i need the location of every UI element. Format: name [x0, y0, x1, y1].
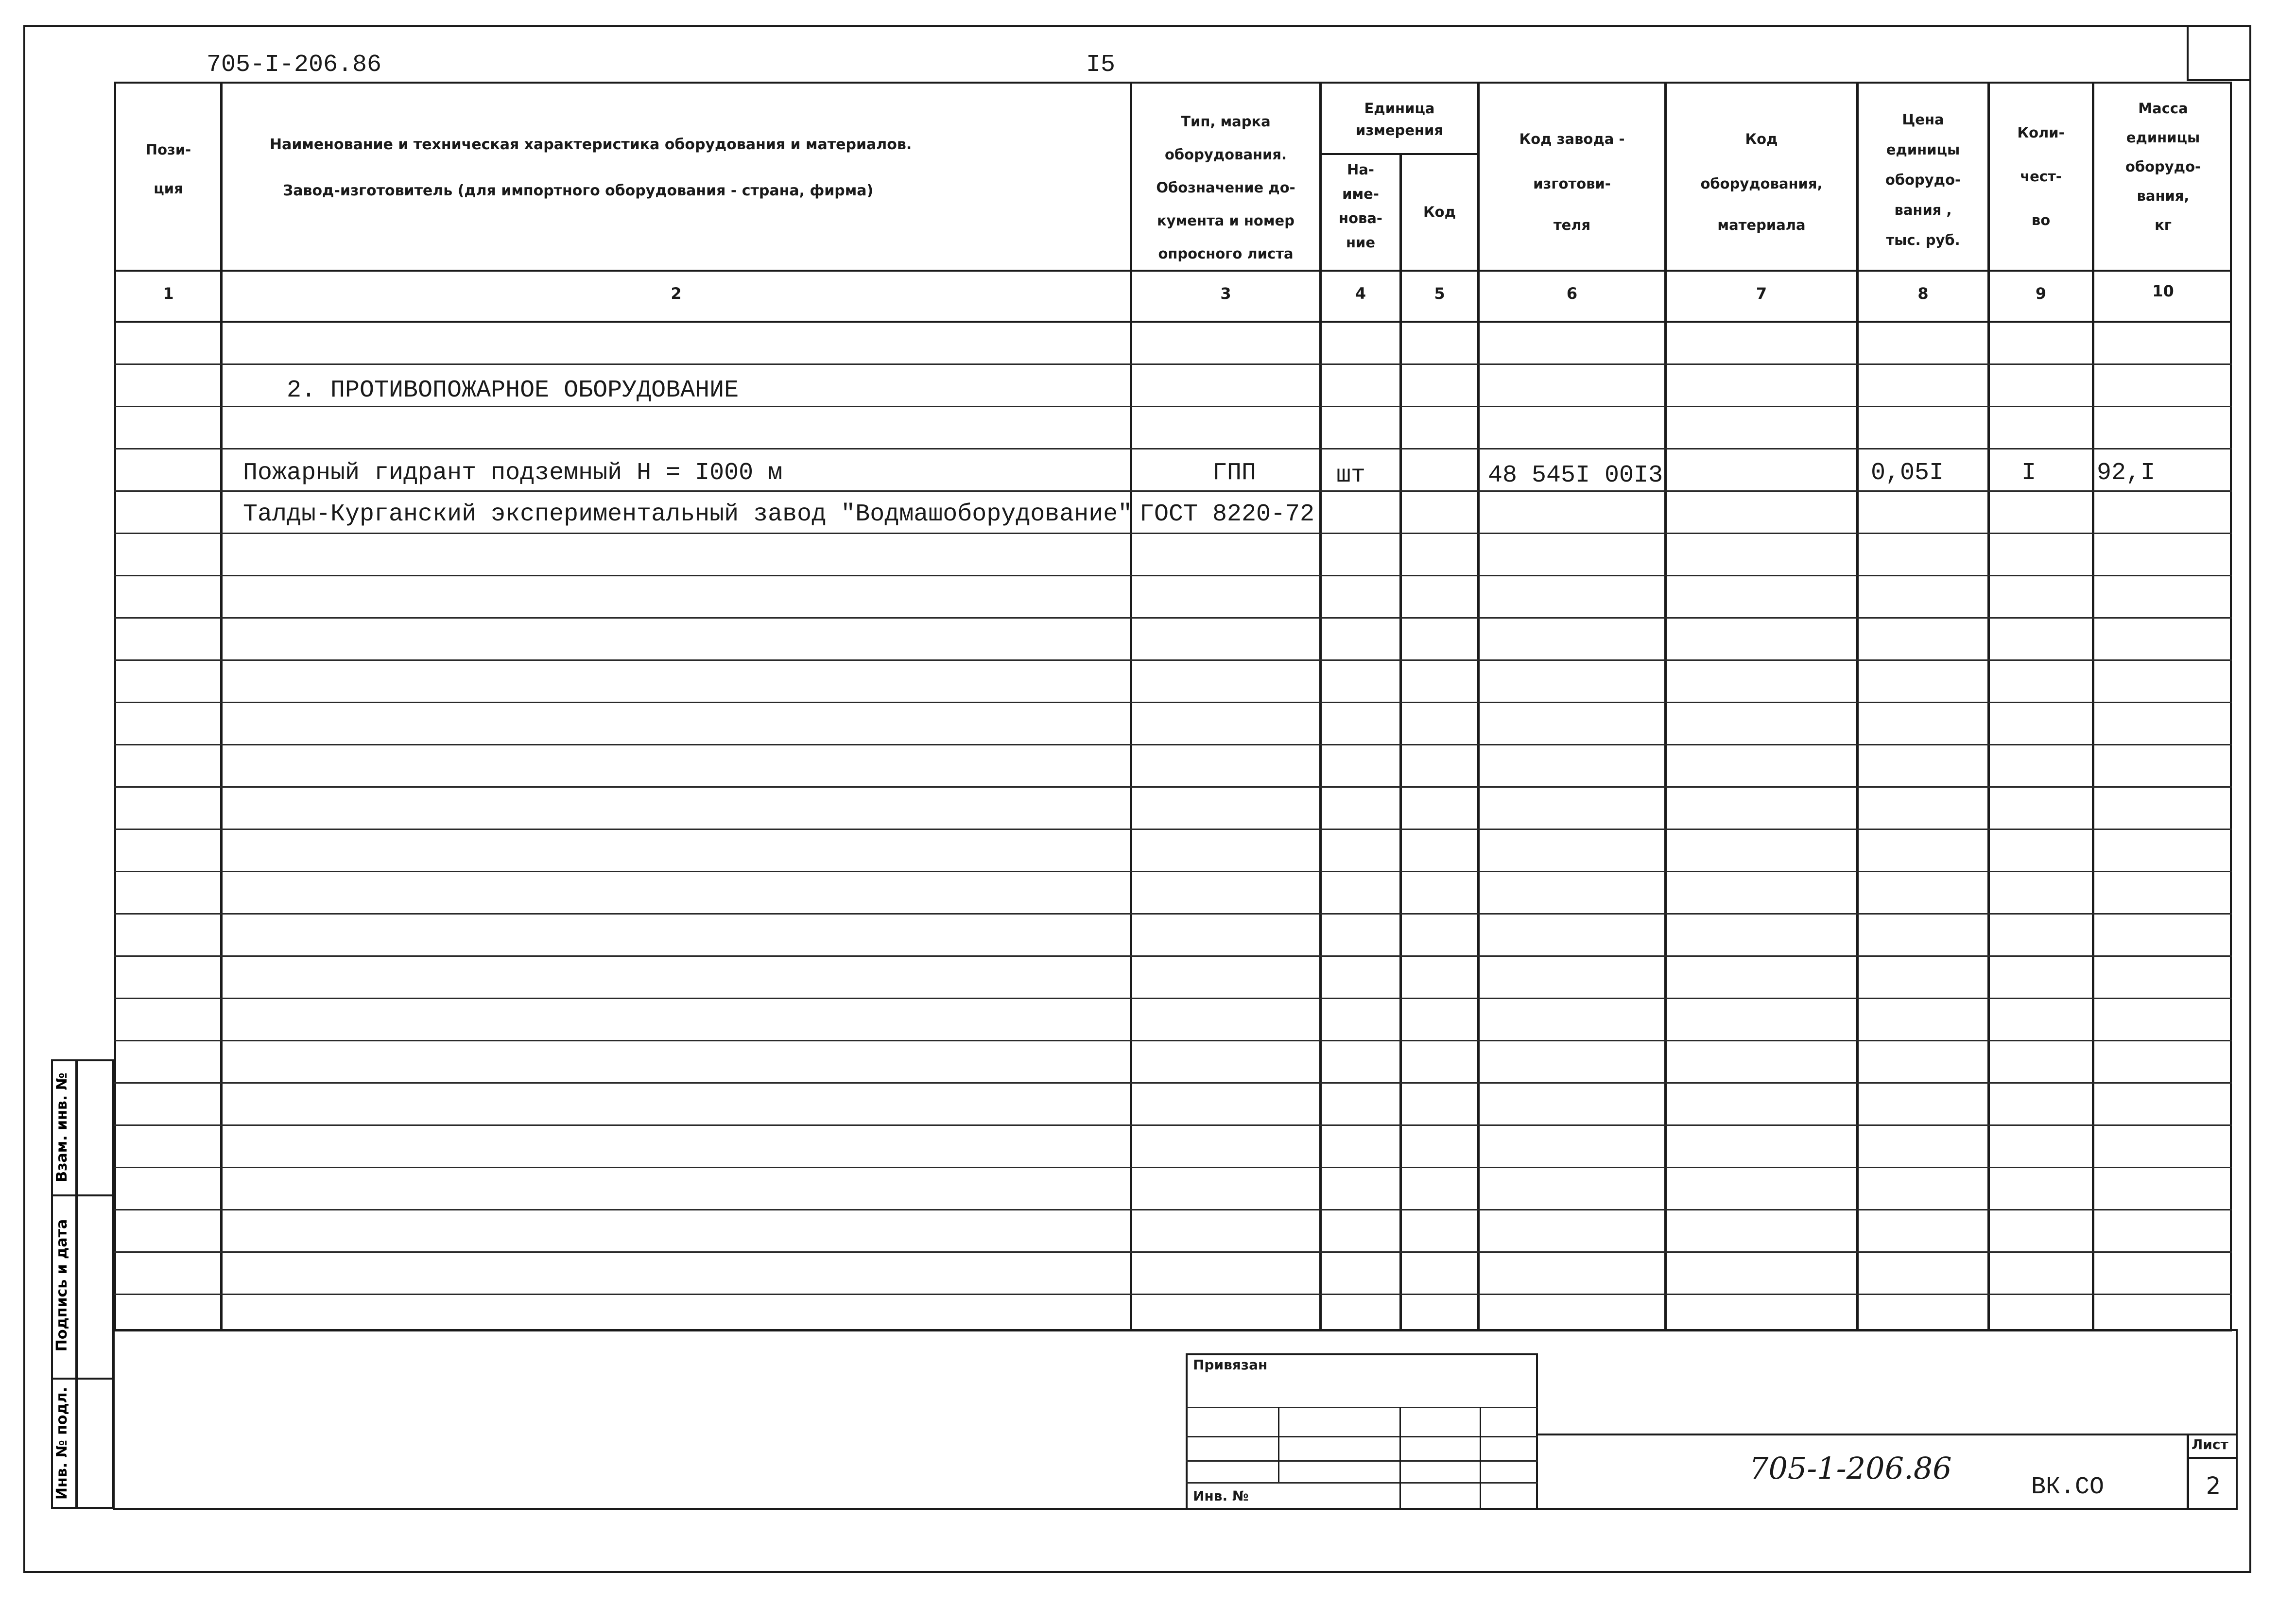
hdr-c9-c: во	[2031, 212, 2051, 228]
hdr-c9-b: чест-	[2020, 168, 2062, 185]
binding-stamp-line-3	[1186, 1460, 1538, 1462]
colnum-6: 6	[1566, 284, 1578, 303]
title-block-top	[1538, 1434, 2238, 1435]
hdr-c8-d: вания ,	[1894, 202, 1952, 218]
table-row-rule	[114, 363, 2232, 365]
binding-stamp-line-4	[1186, 1482, 1538, 1484]
binding-stamp-label: Привязан	[1193, 1357, 1268, 1373]
hdr-c3-e: опросного листа	[1158, 245, 1294, 262]
main-table-frame	[114, 82, 2232, 1331]
title-block-sheet-label: Лист	[2192, 1436, 2228, 1452]
hdr-c4-b: име-	[1342, 186, 1379, 202]
item-mass: 92,I	[2097, 459, 2156, 487]
table-row-rule	[114, 617, 2232, 619]
hdr-c2-b: Завод-изготовитель (для импортного оборудования - страна, фирма)	[283, 182, 874, 199]
hdr-c8-e: тыс. руб.	[1886, 232, 1960, 248]
hdr-c8-c: оборудо-	[1885, 172, 1961, 188]
hdr-c45-a: Единица	[1364, 100, 1435, 117]
col-sep-6	[1664, 82, 1667, 1331]
hdr-c5: Код	[1423, 204, 1456, 220]
table-row-rule	[114, 1082, 2232, 1084]
hdr-c10-e: кг	[2155, 217, 2172, 233]
table-row-rule	[114, 913, 2232, 915]
table-row-rule	[114, 448, 2232, 449]
colnum-1: 1	[163, 284, 174, 303]
col-sep-4	[1399, 153, 1402, 1331]
colnum-4: 4	[1355, 284, 1366, 303]
item-factory-code: 48 545I 00I3	[1488, 462, 1663, 489]
hdr-c10-a: Масса	[2138, 100, 2188, 117]
col-sep-1	[220, 82, 223, 1331]
title-block-sheet-number: 2	[2206, 1472, 2221, 1500]
hdr-c4-c: нова-	[1339, 210, 1382, 226]
table-row-rule	[114, 1124, 2232, 1126]
unit-subheader-line	[1319, 153, 1480, 155]
table-row-rule	[114, 533, 2232, 534]
hdr-c10-c: оборудо-	[2125, 158, 2201, 175]
colnum-7: 7	[1756, 284, 1767, 303]
hdr-c8-b: единицы	[1886, 141, 1960, 158]
hdr-c45-b: измерения	[1356, 122, 1443, 138]
hdr-c1-b: ция	[154, 180, 183, 197]
colnum-bottom-line	[114, 321, 2232, 323]
hdr-c3-a: Тип, марка	[1181, 113, 1271, 130]
table-row-rule	[114, 1167, 2232, 1168]
colnum-10: 10	[2152, 282, 2174, 300]
hdr-c1-a: Пози-	[145, 141, 191, 158]
col-sep-3	[1319, 82, 1322, 1331]
page-number-top: I5	[1086, 51, 1116, 79]
col-sep-8	[1987, 82, 1990, 1331]
hdr-c2-a: Наименование и техническая характеристика оборудования и материалов.	[270, 136, 912, 153]
col-sep-2	[1130, 82, 1132, 1331]
colnum-3: 3	[1220, 284, 1231, 303]
hdr-c9-a: Коли-	[2017, 124, 2065, 141]
title-block-sheet-label-sep	[2187, 1457, 2238, 1459]
item-standard: ГОСТ 8220-72	[1139, 501, 1315, 528]
table-row-rule	[114, 1251, 2232, 1253]
table-row-rule	[114, 744, 2232, 745]
binding-stamp-line-2	[1186, 1436, 1538, 1437]
item-quantity: I	[2021, 459, 2037, 487]
col-sep-9	[2092, 82, 2094, 1331]
item-name: Пожарный гидрант подземный Н = I000 м	[243, 459, 783, 487]
colnum-2: 2	[671, 284, 682, 303]
header-bottom-line	[114, 270, 2232, 272]
hdr-c6-c: теля	[1553, 217, 1591, 233]
table-row-rule	[114, 998, 2232, 999]
doc-code-top: 705-I-206.86	[207, 51, 382, 79]
col-sep-7	[1856, 82, 1859, 1331]
hdr-c4-a: На-	[1347, 161, 1374, 178]
title-block-sheet-code: ВК.СО	[2031, 1473, 2105, 1501]
side-label-signature-date: Подпись и дата	[53, 1219, 70, 1352]
corner-box	[2187, 25, 2251, 81]
binding-stamp-line-1	[1186, 1407, 1538, 1408]
col-sep-5	[1477, 82, 1480, 1331]
hdr-c3-c: Обозначение до-	[1156, 179, 1295, 196]
hdr-c10-d: вания,	[2137, 188, 2190, 204]
binding-stamp-inv-label: Инв. №	[1193, 1488, 1249, 1504]
table-row-rule	[114, 829, 2232, 830]
binding-stamp	[1186, 1353, 1538, 1510]
colnum-5: 5	[1434, 284, 1445, 303]
table-row-rule	[114, 955, 2232, 957]
table-row-rule	[114, 659, 2232, 661]
side-label-replace-inv: Взам. инв. №	[53, 1072, 70, 1182]
table-row-rule	[114, 786, 2232, 788]
hdr-c7-b: оборудования,	[1700, 175, 1823, 192]
binding-stamp-col-1	[1278, 1407, 1279, 1482]
table-row-rule	[114, 575, 2232, 576]
colnum-8: 8	[1917, 284, 1929, 303]
hdr-c6-a: Код завода -	[1519, 131, 1625, 147]
side-label-inv-original: Инв. № подл.	[53, 1386, 70, 1500]
item-unit: шт	[1336, 462, 1366, 489]
item-price: 0,05I	[1871, 459, 1944, 487]
title-block-doc-code: 705-1-206.86	[1749, 1451, 1952, 1486]
side-strip-divider	[75, 1059, 78, 1509]
table-row-rule	[114, 490, 2232, 492]
table-row-rule	[114, 702, 2232, 703]
hdr-c7-c: материала	[1717, 217, 1806, 233]
section-title: 2. ПРОТИВОПОЖАРНОЕ ОБОРУДОВАНИЕ	[287, 377, 739, 404]
hdr-c7-a: Код	[1745, 131, 1778, 147]
hdr-c8-a: Цена	[1902, 111, 1944, 128]
table-row-rule	[114, 871, 2232, 872]
hdr-c3-b: оборудования.	[1164, 146, 1287, 163]
hdr-c6-b: изготови-	[1533, 175, 1611, 192]
table-row-rule	[114, 1040, 2232, 1041]
table-row-rule	[114, 406, 2232, 407]
hdr-c10-b: единицы	[2126, 129, 2200, 146]
hdr-c4-d: ние	[1346, 234, 1376, 251]
hdr-c3-d: кумента и номер	[1157, 212, 1295, 229]
table-row-rule	[114, 1294, 2232, 1295]
item-type: ГПП	[1212, 459, 1257, 487]
colnum-9: 9	[2035, 284, 2047, 303]
binding-stamp-col-3	[1480, 1407, 1481, 1510]
item-manufacturer: Талды-Курганский экспериментальный завод "Водмашоборудование"	[243, 501, 1133, 528]
binding-stamp-col-2	[1399, 1407, 1401, 1510]
table-row-rule	[114, 1209, 2232, 1210]
